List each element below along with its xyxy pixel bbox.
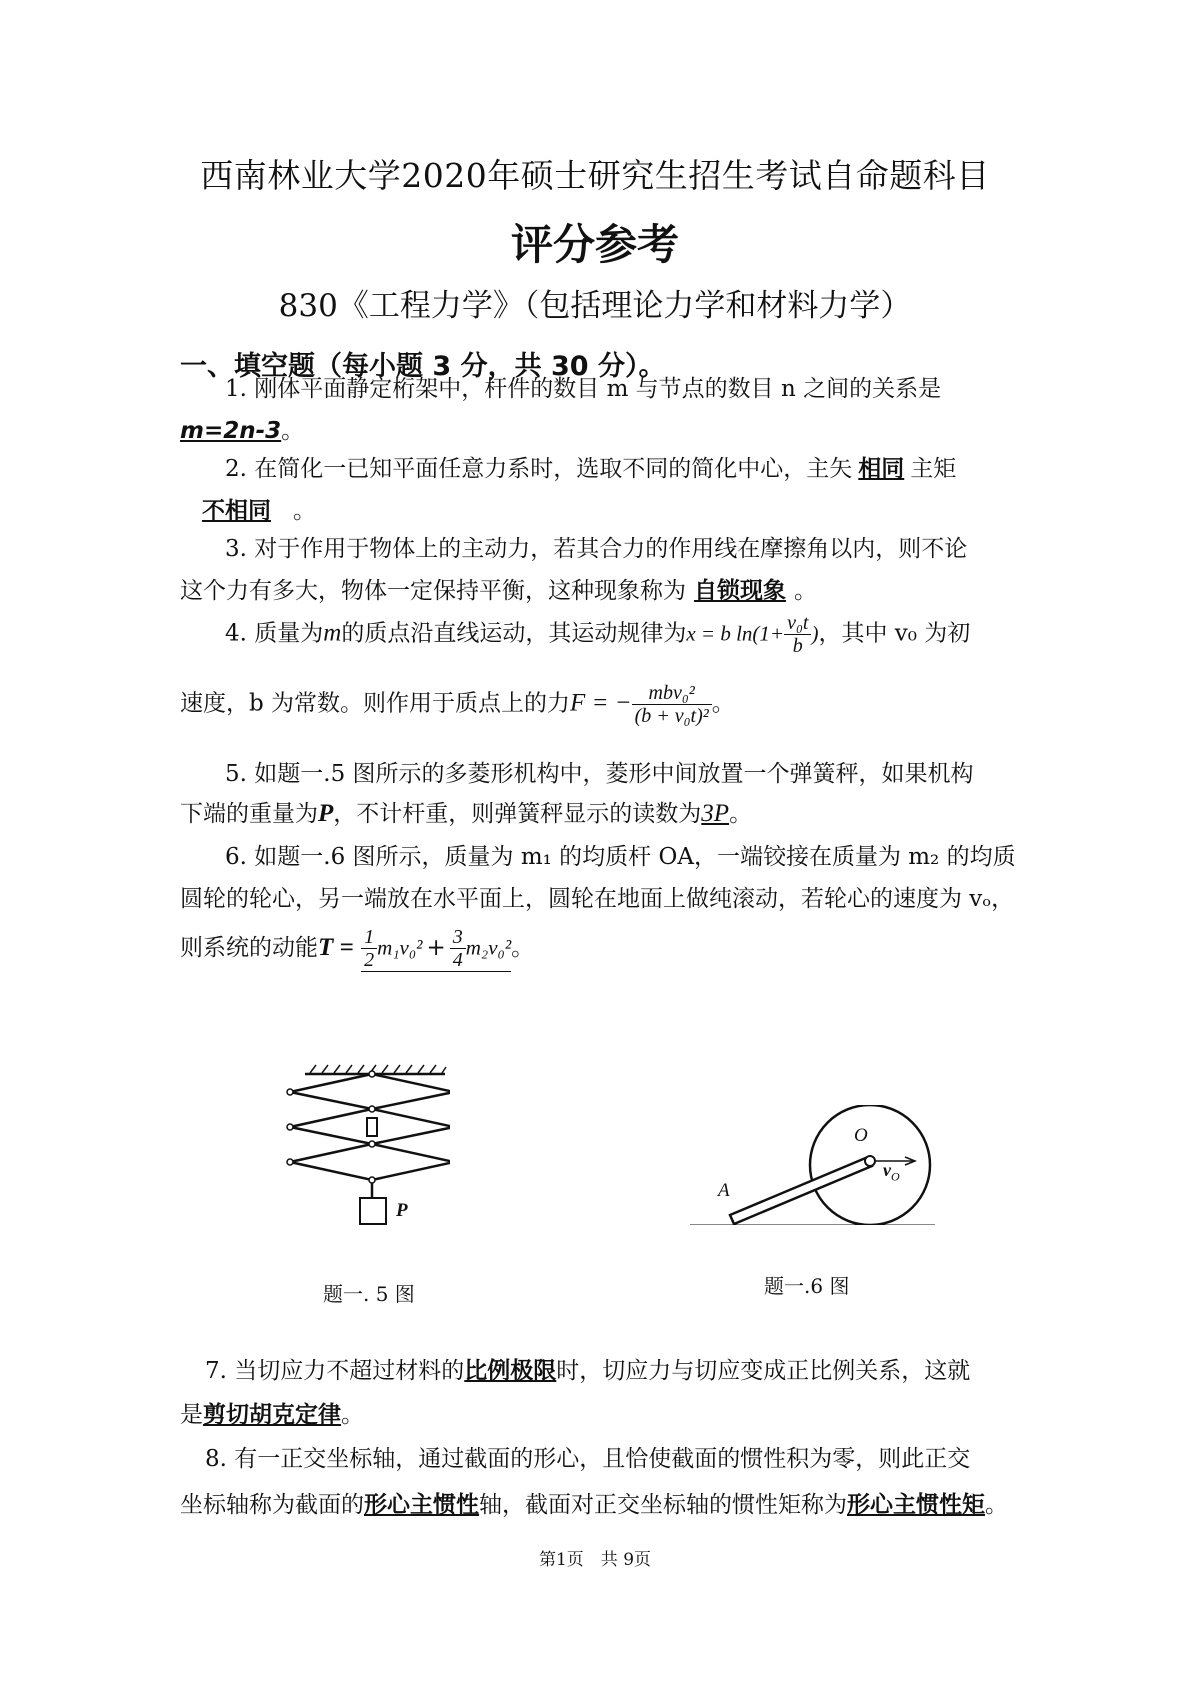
q5-P: P — [318, 800, 334, 827]
q4-formula-lhs: x = b ln(1+ — [686, 621, 785, 646]
q4-force-lhs: F = − — [570, 689, 632, 717]
q7-line2 — [180, 1396, 364, 1429]
q6-line2: 圆轮的轮心，另一端放在水平面上，圆轮在地面上做纯滚动，若轮心的速度为 vₒ， — [180, 886, 1015, 912]
q8-text2: 轴，截面对正交坐标轴的惯性矩称为 — [479, 1492, 847, 1518]
fig6-label-O: O — [854, 1125, 868, 1146]
q3-answer: 自锁现象 — [694, 578, 786, 604]
q4-text3: ，其中 v₀ 为初 — [818, 620, 971, 647]
q8-answer2: 形心主惯性矩 — [847, 1492, 985, 1518]
rhombus-3 — [290, 1144, 450, 1180]
q2-line1 — [225, 450, 956, 483]
q7-text2: 时，切应力与切应变成正比例关系，这就 — [556, 1358, 971, 1384]
ceiling-hatch — [310, 1065, 446, 1073]
q6-frac2 — [450, 926, 466, 971]
q5-end: 。 — [729, 801, 753, 827]
q4-m: m — [323, 619, 342, 647]
section-heading: 一、填空题（每小题 3 分，共 30 分）。 — [180, 351, 666, 382]
q3-line2 — [180, 572, 817, 605]
fig6-label-A: A — [718, 1180, 730, 1201]
figure-5-rhombus-mechanism — [280, 1060, 450, 1250]
q5-line2 — [180, 795, 752, 828]
q8-line1: 8. 有一正交坐标轴，通过截面的形心，且恰使截面的惯性积为零，则此正交 — [205, 1446, 971, 1472]
q1-end: 。 — [281, 418, 305, 444]
q7-line1 — [205, 1352, 970, 1385]
q6-frac1-num: 1 — [361, 926, 377, 949]
q5-answer: 3P — [701, 800, 730, 827]
q4-line2 — [180, 682, 735, 727]
q8-line2 — [180, 1486, 1008, 1519]
q6-term1: m₁v₀² — [377, 935, 423, 960]
q6-frac1 — [361, 926, 377, 971]
course-title: 830《工程力学》（包括理论力学和材料力学） — [278, 288, 912, 324]
q7-answer1: 比例极限 — [464, 1358, 557, 1384]
q4-line1 — [225, 612, 970, 657]
q4-formula-fraction — [784, 612, 811, 657]
q2-answer1: 相同 — [858, 456, 905, 482]
q6-term2: m₂v₀² — [465, 935, 512, 960]
q6-answer — [361, 926, 511, 972]
q6-text: 则系统的动能 — [180, 935, 318, 961]
fig6-v-sub: O — [891, 1169, 900, 1184]
q3-text: 这个力有多大，物体一定保持平衡，这种现象称为 — [180, 578, 686, 604]
q4-force-num: mbv₀² — [632, 682, 712, 705]
figure-6-rolling-disc — [690, 1105, 940, 1225]
q2-end: 。 — [293, 498, 316, 524]
q6-line1: 6. 如题一.6 图所示，质量为 m₁ 的均质杆 OA，一端铰接在质量为 m₂ 的均质 — [225, 844, 1016, 870]
document-subtitle: 评分参考 — [510, 220, 679, 269]
q6-T: T = — [318, 934, 354, 961]
q2-line2 — [180, 492, 316, 525]
q6-frac2-den: 4 — [452, 949, 463, 971]
q4-end: 。 — [711, 690, 735, 717]
fig5-label-P: P — [396, 1200, 408, 1221]
q5-text: 下端的重量为 — [180, 801, 318, 827]
q1-line2 — [180, 412, 304, 445]
weight-block — [360, 1198, 386, 1224]
q4-text4: 速度，b 为常数。则作用于质点上的力 — [180, 690, 571, 717]
q4-text: 4. 质量为 — [225, 620, 324, 647]
q6-line3 — [180, 926, 534, 972]
q5-text2: ，不计杆重，则弹簧秤显示的读数为 — [333, 801, 702, 827]
q4-formula-den: b — [792, 635, 803, 657]
q7-text: 7. 当切应力不超过材料的 — [205, 1358, 465, 1384]
q4-text2: 的质点沿直线运动，其运动规律为 — [341, 620, 687, 647]
q4-formula-close: ) — [811, 621, 819, 646]
q2-text: 2. 在简化一已知平面任意力系时，选取不同的简化中心，主矢 — [225, 456, 853, 482]
q7-answer2: 剪切胡克定律 — [203, 1402, 341, 1428]
q4-force-den: (b + v₀t)² — [634, 705, 709, 727]
spring-scale — [367, 1118, 377, 1136]
q7-text3: 是 — [180, 1402, 203, 1428]
fig6-label-v — [883, 1160, 900, 1185]
rod-OA — [730, 1157, 872, 1224]
fig6-v: v — [883, 1160, 891, 1180]
q3-line1: 3. 对于作用于物体上的主动力，若其合力的作用线在摩擦角以内，则不论 — [225, 536, 968, 562]
q4-formula-num: v₀t — [784, 612, 811, 635]
hinge-O — [865, 1156, 875, 1166]
rhombus-2 — [290, 1109, 450, 1144]
q6-frac1-den: 2 — [364, 949, 375, 971]
q2-text2: 主矩 — [910, 456, 957, 482]
q6-frac2-num: 3 — [450, 926, 466, 949]
q6-plus: + — [426, 934, 446, 961]
q1-answer: m=2n-3 — [180, 418, 282, 444]
rhombus-1 — [290, 1074, 450, 1109]
fig6-caption: 题一.6 图 — [764, 1274, 850, 1298]
q8-end: 。 — [985, 1492, 1008, 1518]
q4-force-fraction — [632, 682, 712, 727]
q3-end: 。 — [794, 578, 817, 604]
q8-text: 坐标轴称为截面的 — [180, 1492, 364, 1518]
page-number: 第1页 共 9页 — [538, 1550, 652, 1570]
q7-end: 。 — [341, 1402, 364, 1428]
q2-answer2: 不相同 — [202, 498, 271, 524]
q8-answer1: 形心主惯性 — [364, 1492, 479, 1518]
exam-title: 西南林业大学2020年硕士研究生招生考试自命题科目 — [200, 156, 990, 195]
q6-end: 。 — [511, 935, 535, 961]
q5-line1: 5. 如题一.5 图所示的多菱形机构中，菱形中间放置一个弹簧秤，如果机构 — [225, 761, 974, 787]
fig5-caption: 题一. 5 图 — [323, 1282, 415, 1306]
q1-line1: 1. 刚体平面静定桁架中，杆件的数目 m 与节点的数目 n 之间的关系是 — [225, 376, 942, 402]
